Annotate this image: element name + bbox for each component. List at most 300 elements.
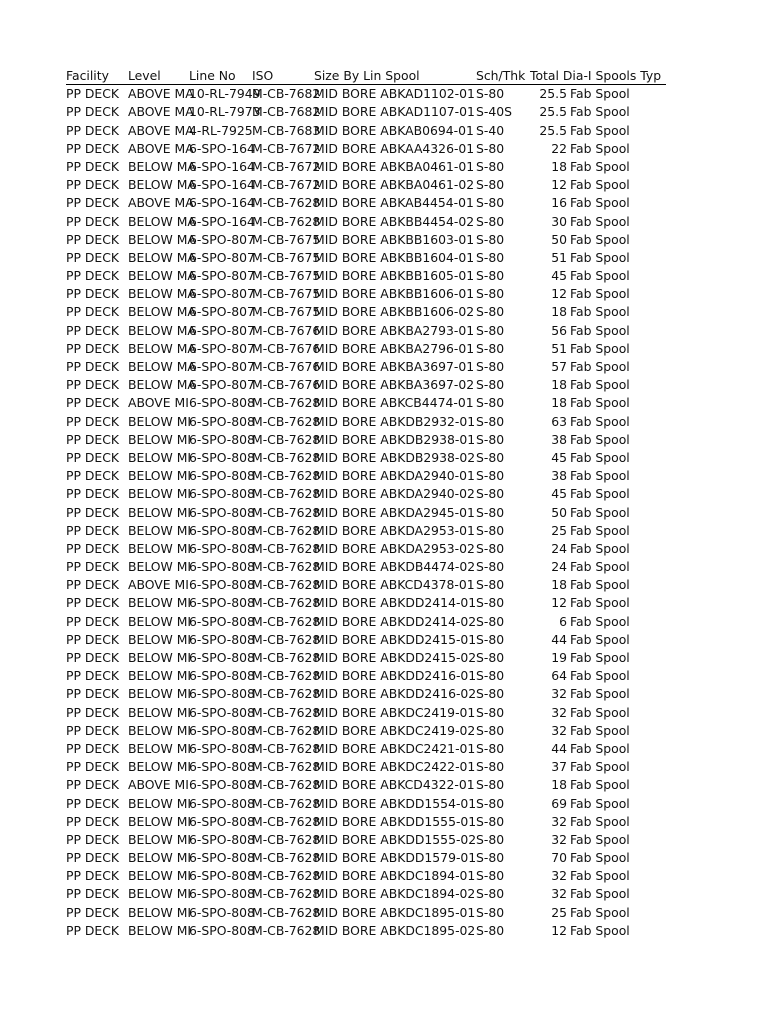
cell-total <box>530 467 654 485</box>
cell-total <box>530 922 654 940</box>
cell-iso: M-CB-7628 <box>252 722 321 738</box>
cell-spool-type: Fab Spool <box>570 286 630 302</box>
header-sch: Sch/Thk <box>476 68 526 83</box>
cell-facility: PP DECK <box>66 613 120 629</box>
cell-spool-type: Fab Spool <box>570 650 630 665</box>
cell-total-value: 22 <box>551 140 567 156</box>
table-row <box>66 249 666 267</box>
table-row <box>66 576 666 594</box>
cell-line-no: 6-SPO-164 <box>189 158 255 174</box>
table-row <box>66 795 666 813</box>
cell-facility: PP DECK <box>66 195 120 211</box>
cell-line-no: 6-SPO-808 <box>189 449 255 465</box>
table-row <box>66 431 666 449</box>
cell-size: MID BORE ABKDA2953-01 <box>314 522 475 538</box>
cell-iso: M-CB-7676 <box>252 322 321 338</box>
cell-line-no: 6-SPO-808 <box>189 777 255 793</box>
cell-total-value: 32 <box>551 886 567 902</box>
cell-facility: PP DECK <box>66 431 120 447</box>
cell-iso: M-CB-7628 <box>252 686 321 702</box>
cell-sch: S-80 <box>476 249 505 265</box>
cell-size: MID BORE ABKBA2793-01 <box>314 322 475 338</box>
cell-size: MID BORE ABKDC2419-02 <box>314 722 476 738</box>
cell-level: ABOVE MA <box>128 195 194 211</box>
cell-level: BELOW MI <box>128 559 192 575</box>
table-row <box>66 467 666 485</box>
table-row <box>66 885 666 903</box>
cell-level: BELOW MI <box>128 813 192 829</box>
cell-total-value: 12 <box>551 286 567 302</box>
cell-facility: PP DECK <box>66 468 120 484</box>
cell-line-no: 6-SPO-808 <box>189 922 255 938</box>
cell-total-value: 44 <box>551 740 567 756</box>
cell-iso: M-CB-7675 <box>252 304 321 320</box>
cell-line-no: 6-SPO-808 <box>189 559 255 575</box>
cell-total <box>530 704 654 722</box>
cell-total <box>530 358 654 376</box>
cell-size: MID BORE ABKDB2938-02 <box>314 449 476 465</box>
cell-line-no: 6-SPO-164 <box>189 140 255 156</box>
cell-facility: PP DECK <box>66 759 120 775</box>
cell-spool-type: Fab Spool <box>570 577 630 593</box>
cell-total-value: 45 <box>551 486 567 502</box>
cell-level: BELOW MI <box>128 904 192 920</box>
cell-line-no: 6-SPO-807 <box>189 377 255 393</box>
cell-total <box>530 685 654 703</box>
cell-iso: M-CB-7672 <box>252 158 321 174</box>
cell-level: BELOW MA <box>128 177 196 193</box>
cell-facility: PP DECK <box>66 577 120 593</box>
cell-iso: M-CB-7628 <box>252 559 321 575</box>
cell-total-value: 70 <box>551 850 567 866</box>
cell-sch: S-80 <box>476 922 505 938</box>
cell-line-no: 6-SPO-808 <box>189 650 255 665</box>
table-row <box>66 594 666 612</box>
cell-sch: S-80 <box>476 668 505 684</box>
cell-iso: M-CB-7628 <box>252 759 321 775</box>
cell-line-no: 6-SPO-808 <box>189 722 255 738</box>
table-row <box>66 194 666 212</box>
cell-line-no: 6-SPO-807 <box>189 359 255 374</box>
cell-total <box>530 667 654 685</box>
cell-iso: M-CB-7628 <box>252 431 321 447</box>
cell-iso: M-CB-7628 <box>252 540 321 556</box>
cell-size: MID BORE ABKDD2416-01 <box>314 668 477 684</box>
table-row <box>66 303 666 321</box>
cell-sch: S-80 <box>476 595 505 611</box>
cell-iso: M-CB-7628 <box>252 395 321 411</box>
cell-spool-type: Fab Spool <box>570 886 630 902</box>
table-row <box>66 631 666 649</box>
cell-iso: M-CB-7628 <box>252 213 321 229</box>
cell-spool-type: Fab Spool <box>570 795 630 811</box>
cell-sch: S-80 <box>476 813 505 829</box>
cell-spool-type: Fab Spool <box>570 158 630 174</box>
cell-total-value: 57 <box>551 359 567 374</box>
cell-total-value: 12 <box>551 922 567 938</box>
cell-facility: PP DECK <box>66 122 120 138</box>
table-row <box>66 358 666 376</box>
cell-iso: M-CB-7676 <box>252 340 321 356</box>
cell-line-no: 6-SPO-808 <box>189 431 255 447</box>
cell-size: MID BORE ABKDA2940-02 <box>314 486 475 502</box>
cell-sch: S-80 <box>476 177 505 193</box>
cell-line-no: 6-SPO-808 <box>189 613 255 629</box>
cell-line-no: 6-SPO-808 <box>189 813 255 829</box>
cell-size: MID BORE ABKBB1606-02 <box>314 304 475 320</box>
header-line-no: Line No <box>189 68 236 83</box>
cell-spool-type: Fab Spool <box>570 268 630 284</box>
cell-spool-type: Fab Spool <box>570 868 630 884</box>
cell-spool-type: Fab Spool <box>570 850 630 866</box>
cell-iso: M-CB-7628 <box>252 795 321 811</box>
cell-iso: M-CB-7628 <box>252 468 321 484</box>
cell-total <box>530 831 654 849</box>
table-row <box>66 176 666 194</box>
cell-spool-type: Fab Spool <box>570 322 630 338</box>
cell-facility: PP DECK <box>66 813 120 829</box>
cell-line-no: 6-SPO-807 <box>189 268 255 284</box>
cell-line-no: 6-SPO-808 <box>189 395 255 411</box>
cell-level: ABOVE MA <box>128 104 194 120</box>
header-level: Level <box>128 68 161 83</box>
cell-spool-type: Fab Spool <box>570 559 630 575</box>
cell-iso: M-CB-7672 <box>252 177 321 193</box>
table-row <box>66 394 666 412</box>
cell-iso: M-CB-7683 <box>252 122 321 138</box>
cell-facility: PP DECK <box>66 286 120 302</box>
cell-level: BELOW MI <box>128 922 192 938</box>
cell-iso: M-CB-7676 <box>252 377 321 393</box>
cell-size: MID BORE ABKDD2415-01 <box>314 631 477 647</box>
cell-sch: S-80 <box>476 231 505 247</box>
cell-size: MID BORE ABKDD2414-02 <box>314 613 477 629</box>
cell-size: MID BORE ABKDC1894-01 <box>314 868 476 884</box>
cell-total <box>530 649 654 667</box>
table-row <box>66 85 666 103</box>
cell-iso: M-CB-7675 <box>252 286 321 302</box>
cell-sch: S-80 <box>476 740 505 756</box>
cell-level: BELOW MI <box>128 522 192 538</box>
cell-facility: PP DECK <box>66 595 120 611</box>
cell-facility: PP DECK <box>66 377 120 393</box>
cell-level: BELOW MA <box>128 304 196 320</box>
cell-facility: PP DECK <box>66 268 120 284</box>
cell-sch: S-80 <box>476 286 505 302</box>
cell-total <box>530 194 654 212</box>
table-row <box>66 831 666 849</box>
cell-facility: PP DECK <box>66 158 120 174</box>
cell-facility: PP DECK <box>66 104 120 120</box>
cell-total <box>530 576 654 594</box>
cell-line-no: 6-SPO-808 <box>189 540 255 556</box>
cell-iso: M-CB-7628 <box>252 922 321 938</box>
cell-level: BELOW MI <box>128 468 192 484</box>
cell-iso: M-CB-7628 <box>252 831 321 847</box>
cell-level: BELOW MA <box>128 322 196 338</box>
cell-level: BELOW MA <box>128 249 196 265</box>
table-row <box>66 413 666 431</box>
cell-total <box>530 413 654 431</box>
cell-total <box>530 285 654 303</box>
cell-total-value: 32 <box>551 686 567 702</box>
cell-facility: PP DECK <box>66 668 120 684</box>
cell-level: BELOW MI <box>128 668 192 684</box>
cell-total-value: 30 <box>551 213 567 229</box>
cell-sch: S-40 <box>476 122 505 138</box>
table-row <box>66 540 666 558</box>
cell-total <box>530 449 654 467</box>
table-row <box>66 158 666 176</box>
cell-line-no: 6-SPO-808 <box>189 904 255 920</box>
cell-total-value: 25 <box>551 522 567 538</box>
cell-size: MID BORE ABKBB1603-01 <box>314 231 475 247</box>
table-row <box>66 285 666 303</box>
cell-iso: M-CB-7628 <box>252 613 321 629</box>
cell-level: BELOW MA <box>128 286 196 302</box>
cell-sch: S-80 <box>476 195 505 211</box>
cell-size: MID BORE ABKBA2796-01 <box>314 340 475 356</box>
cell-size: MID BORE ABKAD1107-01 <box>314 104 475 120</box>
cell-spool-type: Fab Spool <box>570 595 630 611</box>
table-row <box>66 267 666 285</box>
cell-facility: PP DECK <box>66 850 120 866</box>
cell-iso: M-CB-7628 <box>252 650 321 665</box>
table-row <box>66 613 666 631</box>
cell-line-no: 6-SPO-808 <box>189 486 255 502</box>
cell-total <box>530 522 654 540</box>
cell-total-value: 24 <box>551 540 567 556</box>
cell-total <box>530 103 654 121</box>
cell-level: BELOW MA <box>128 377 196 393</box>
cell-total <box>530 303 654 321</box>
cell-spool-type: Fab Spool <box>570 686 630 702</box>
cell-line-no: 6-SPO-164 <box>189 177 255 193</box>
cell-level: BELOW MI <box>128 595 192 611</box>
cell-total <box>530 885 654 903</box>
cell-total-value: 18 <box>551 777 567 793</box>
cell-total-value: 32 <box>551 831 567 847</box>
cell-total-value: 38 <box>551 468 567 484</box>
cell-total <box>530 722 654 740</box>
cell-total-value: 18 <box>551 304 567 320</box>
cell-level: BELOW MA <box>128 231 196 247</box>
cell-total-value: 50 <box>551 504 567 520</box>
cell-sch: S-80 <box>476 577 505 593</box>
cell-facility: PP DECK <box>66 413 120 429</box>
cell-facility: PP DECK <box>66 522 120 538</box>
cell-sch: S-80 <box>476 722 505 738</box>
cell-facility: PP DECK <box>66 904 120 920</box>
cell-facility: PP DECK <box>66 449 120 465</box>
cell-iso: M-CB-7628 <box>252 850 321 866</box>
cell-total-value: 16 <box>551 195 567 211</box>
header-total: Total Dia-I Spools Typ <box>530 68 662 83</box>
cell-total <box>530 122 654 140</box>
cell-total <box>530 540 654 558</box>
cell-level: BELOW MA <box>128 268 196 284</box>
cell-total <box>530 176 654 194</box>
cell-total-value: 18 <box>551 158 567 174</box>
cell-sch: S-80 <box>476 886 505 902</box>
table-row <box>66 504 666 522</box>
cell-sch: S-80 <box>476 795 505 811</box>
cell-level: BELOW MI <box>128 631 192 647</box>
cell-iso: M-CB-7628 <box>252 704 321 720</box>
cell-size: MID BORE ABKDC1895-02 <box>314 922 476 938</box>
cell-total-value: 51 <box>551 249 567 265</box>
cell-total-value: 63 <box>551 413 567 429</box>
cell-total <box>530 376 654 394</box>
cell-line-no: 6-SPO-808 <box>189 595 255 611</box>
cell-facility: PP DECK <box>66 777 120 793</box>
cell-spool-type: Fab Spool <box>570 704 630 720</box>
cell-line-no: 6-SPO-808 <box>189 795 255 811</box>
cell-facility: PP DECK <box>66 304 120 320</box>
cell-size: MID BORE ABKBB1606-01 <box>314 286 475 302</box>
cell-facility: PP DECK <box>66 359 120 374</box>
cell-iso: M-CB-7628 <box>252 595 321 611</box>
cell-sch: S-80 <box>476 268 505 284</box>
table-row <box>66 322 666 340</box>
cell-spool-type: Fab Spool <box>570 195 630 211</box>
cell-sch: S-80 <box>476 468 505 484</box>
header-facility: Facility <box>66 68 109 83</box>
cell-iso: M-CB-7628 <box>252 195 321 211</box>
cell-total-value: 38 <box>551 431 567 447</box>
cell-total <box>530 85 654 103</box>
table-row <box>66 740 666 758</box>
cell-size: MID BORE ABKAA4326-01 <box>314 140 475 156</box>
cell-facility: PP DECK <box>66 177 120 193</box>
cell-sch: S-80 <box>476 359 505 374</box>
cell-total-value: 32 <box>551 868 567 884</box>
cell-size: MID BORE ABKBA3697-02 <box>314 377 475 393</box>
cell-size: MID BORE ABKDB4474-02 <box>314 559 476 575</box>
table-row <box>66 867 666 885</box>
cell-spool-type: Fab Spool <box>570 522 630 538</box>
cell-size: MID BORE ABKDD1579-01 <box>314 850 477 866</box>
cell-size: MID BORE ABKCD4378-01 <box>314 577 475 593</box>
cell-total-value: 12 <box>551 177 567 193</box>
table-row <box>66 485 666 503</box>
cell-facility: PP DECK <box>66 231 120 247</box>
cell-level: BELOW MI <box>128 886 192 902</box>
cell-total <box>530 594 654 612</box>
cell-facility: PP DECK <box>66 686 120 702</box>
header-size: Size By Lin Spool <box>314 68 420 83</box>
cell-iso: M-CB-7628 <box>252 631 321 647</box>
cell-level: ABOVE MA <box>128 86 194 102</box>
cell-sch: S-80 <box>476 759 505 775</box>
cell-total-value: 45 <box>551 449 567 465</box>
cell-line-no: 6-SPO-808 <box>189 468 255 484</box>
cell-facility: PP DECK <box>66 86 120 102</box>
cell-spool-type: Fab Spool <box>570 86 630 102</box>
table-row <box>66 103 666 121</box>
cell-facility: PP DECK <box>66 340 120 356</box>
cell-spool-type: Fab Spool <box>570 413 630 429</box>
cell-spool-type: Fab Spool <box>570 431 630 447</box>
cell-level: BELOW MI <box>128 449 192 465</box>
cell-spool-type: Fab Spool <box>570 177 630 193</box>
cell-spool-type: Fab Spool <box>570 831 630 847</box>
cell-total-value: 19 <box>551 650 567 665</box>
cell-total <box>530 504 654 522</box>
cell-level: BELOW MI <box>128 795 192 811</box>
cell-line-no: 4-RL-7925 <box>189 122 253 138</box>
cell-iso: M-CB-7628 <box>252 868 321 884</box>
cell-spool-type: Fab Spool <box>570 468 630 484</box>
cell-iso: M-CB-7628 <box>252 777 321 793</box>
cell-size: MID BORE ABKDC1894-02 <box>314 886 476 902</box>
cell-line-no: 6-SPO-164 <box>189 213 255 229</box>
cell-size: MID BORE ABKBA3697-01 <box>314 359 475 374</box>
cell-sch: S-80 <box>476 704 505 720</box>
cell-iso: M-CB-7628 <box>252 449 321 465</box>
cell-size: MID BORE ABKBB4454-02 <box>314 213 475 229</box>
cell-spool-type: Fab Spool <box>570 740 630 756</box>
cell-line-no: 6-SPO-807 <box>189 322 255 338</box>
cell-size: MID BORE ABKDC2421-01 <box>314 740 476 756</box>
cell-facility: PP DECK <box>66 704 120 720</box>
cell-line-no: 6-SPO-807 <box>189 231 255 247</box>
cell-iso: M-CB-7682 <box>252 104 321 120</box>
cell-level: BELOW MI <box>128 486 192 502</box>
cell-level: ABOVE MA <box>128 122 194 138</box>
header-iso: ISO <box>252 68 274 83</box>
cell-level: BELOW MI <box>128 868 192 884</box>
cell-sch: S-80 <box>476 868 505 884</box>
cell-spool-type: Fab Spool <box>570 231 630 247</box>
cell-level: BELOW MI <box>128 650 192 665</box>
cell-spool-type: Fab Spool <box>570 922 630 938</box>
table-row <box>66 922 666 940</box>
cell-iso: M-CB-7628 <box>252 886 321 902</box>
table-row <box>66 685 666 703</box>
cell-total <box>530 485 654 503</box>
cell-total-value: 6 <box>559 613 567 629</box>
cell-size: MID BORE ABKDA2945-01 <box>314 504 475 520</box>
table-row <box>66 849 666 867</box>
cell-spool-type: Fab Spool <box>570 540 630 556</box>
cell-size: MID BORE ABKDD2415-02 <box>314 650 477 665</box>
cell-line-no: 6-SPO-808 <box>189 759 255 775</box>
cell-iso: M-CB-7675 <box>252 249 321 265</box>
cell-total <box>530 213 654 231</box>
cell-total <box>530 267 654 285</box>
cell-total <box>530 394 654 412</box>
cell-level: BELOW MI <box>128 540 192 556</box>
cell-line-no: 10-RL-7973 <box>189 104 261 120</box>
cell-level: BELOW MI <box>128 686 192 702</box>
table-row <box>66 904 666 922</box>
cell-sch: S-80 <box>476 522 505 538</box>
cell-facility: PP DECK <box>66 831 120 847</box>
cell-sch: S-80 <box>476 395 505 411</box>
cell-total <box>530 776 654 794</box>
cell-sch: S-80 <box>476 831 505 847</box>
cell-line-no: 6-SPO-808 <box>189 413 255 429</box>
cell-iso: M-CB-7628 <box>252 504 321 520</box>
cell-total <box>530 322 654 340</box>
cell-total <box>530 249 654 267</box>
cell-line-no: 6-SPO-807 <box>189 304 255 320</box>
cell-total-value: 37 <box>551 759 567 775</box>
cell-facility: PP DECK <box>66 140 120 156</box>
cell-size: MID BORE ABKDC2422-01 <box>314 759 476 775</box>
cell-line-no: 6-SPO-807 <box>189 340 255 356</box>
